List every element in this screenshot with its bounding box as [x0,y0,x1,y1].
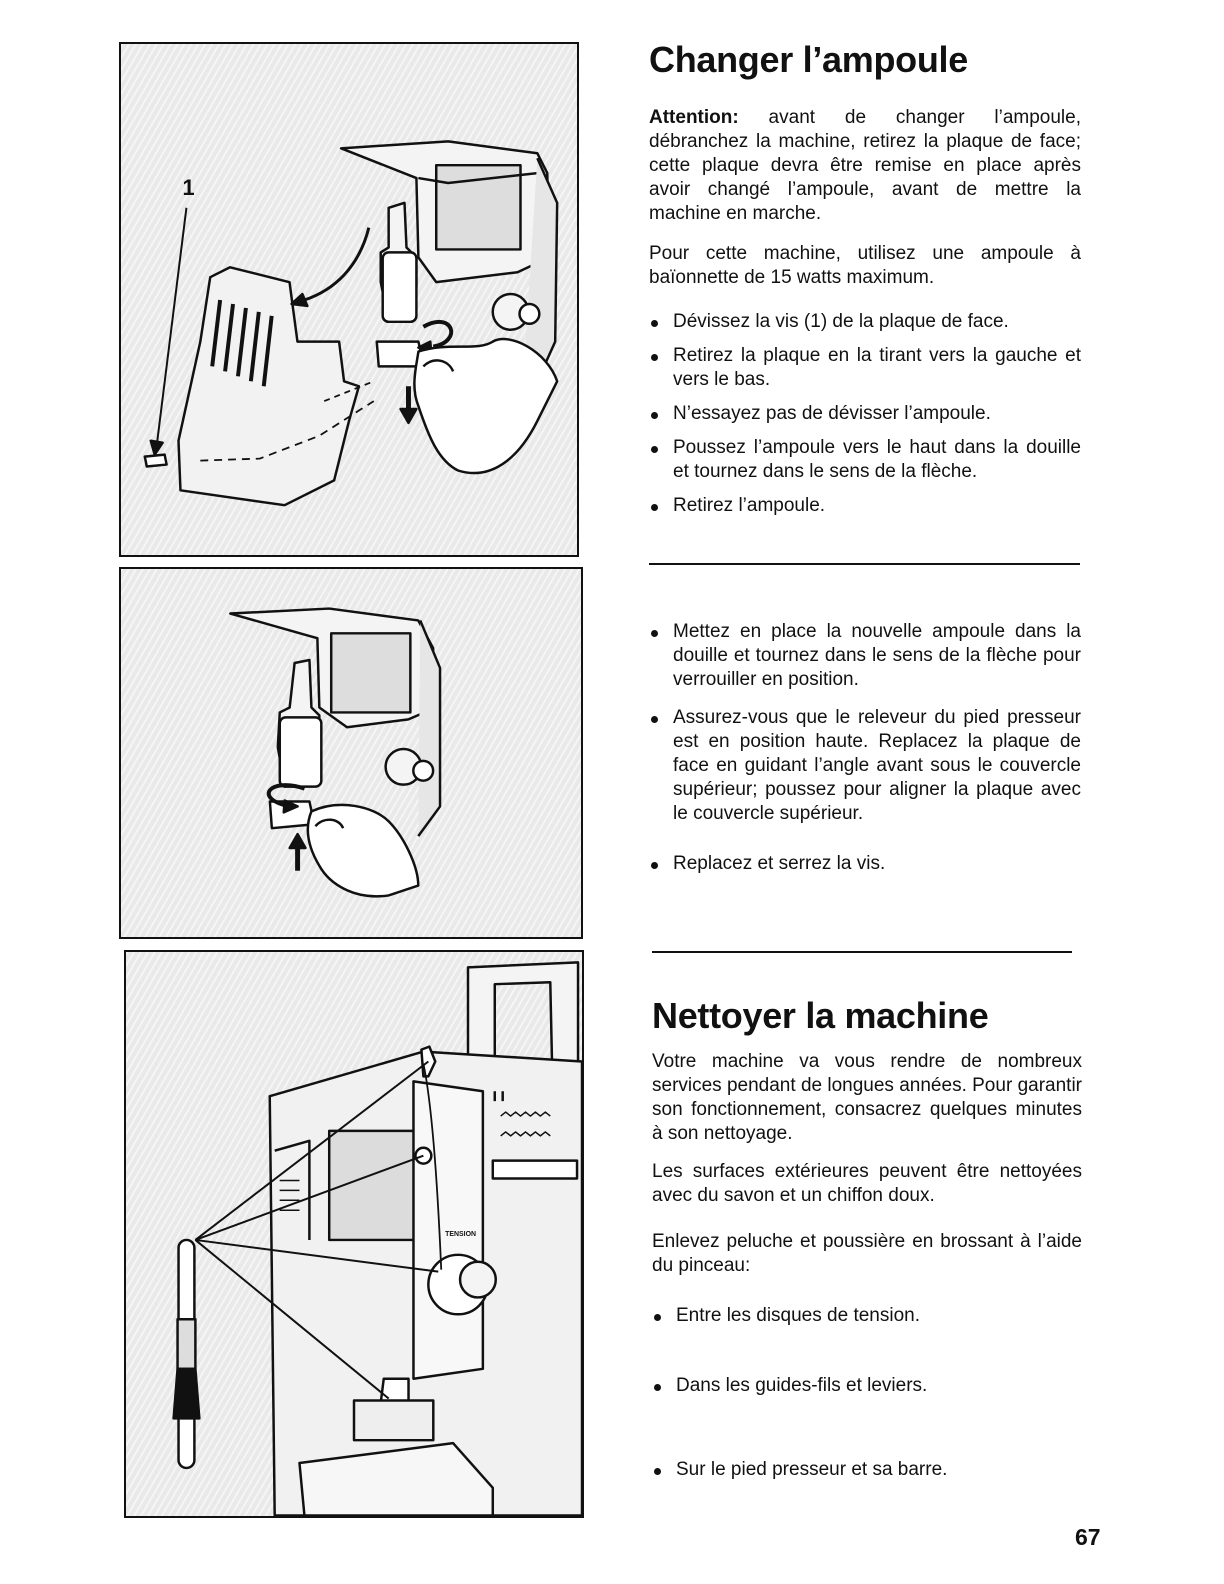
remove-steps-list [649,310,1081,518]
bulb-installation-illustration [121,569,581,937]
cleaning-surfaces: Les surfaces extérieures peuvent être nettoyées avec du savon et un chiffon doux. [652,1161,1082,1206]
bulb-section [649,40,1081,518]
list-item: Poussez l’ampoule vers le haut dans la douille et tournez dans le sens de la flèche. [649,436,1081,484]
list-item: Mettez en place la nouvelle ampoule dans la douille et tournez dans le sens de la flèche pour verrouiller en position. [649,620,1081,692]
cleaning-section-title: Nettoyer la machine [652,995,989,1036]
install-steps-list [649,620,1081,876]
tension-dial-label: TENSION [445,1230,476,1238]
list-item: Retirez l’ampoule. [649,494,1081,518]
list-item: Replacez et serrez la vis. [649,852,1081,876]
list-item: Dévissez la vis (1) de la plaque de face. [649,310,1081,334]
section-divider [652,951,1072,953]
bulb-section-title: Changer l’ampoule [649,39,968,80]
machine-cleaning-illustration [126,952,582,1516]
figure-remove-face-plate [119,42,579,557]
screw-callout-number: 1 [182,174,195,200]
list-item: Assurez-vous que le releveur du pied presseur est en position haute. Replacez la plaque de face en guidant l’angle avant sous le couvercle supérieur; poussez pour aligner la plaque avec le couvercle supérieur. [649,706,1081,826]
figure-install-bulb [119,567,583,939]
figure-cleaning-brush [124,950,584,1518]
list-item: Retirez la plaque en la tirant vers la gauche et vers le bas. [649,344,1081,392]
attention-paragraph [649,106,1081,226]
section-divider [649,563,1080,565]
attention-text: avant de changer l’ampoule, débranchez la machine, retirez la plaque de face; cette plaque devra être remise en place après avoir changé l’ampoule, avant de mettre la machine en marche. [649,107,1081,224]
attention-label: Attention: [649,107,739,128]
face-plate-removal-illustration [121,44,577,555]
cleaning-lint-intro: Enlevez peluche et poussière en brossant à l’aide du pinceau: [652,1231,1082,1276]
bulb-intro: Pour cette machine, utilisez une ampoule à baïonnette de 15 watts maximum. [649,243,1081,288]
cleaning-intro: Votre machine va vous rendre de nombreux services pendant de longues années. Pour garantir son fonctionnement, consacrez quelques minutes à son nettoyage. [652,1051,1082,1144]
list-item: Sur le pied presseur et sa barre. [652,1458,1082,1482]
cleaning-steps-list [652,1304,1082,1482]
page-number: 67 [1075,1524,1101,1550]
cleaning-section [652,996,1082,1482]
list-item: Entre les disques de tension. [652,1304,1082,1328]
list-item: Dans les guides-fils et leviers. [652,1374,1082,1398]
list-item: N’essayez pas de dévisser l’ampoule. [649,402,1081,426]
